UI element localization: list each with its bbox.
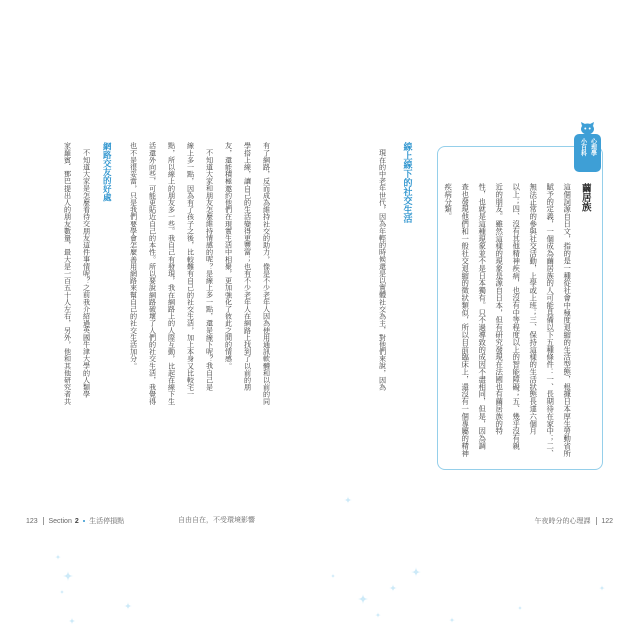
body-column: 學搭上線，讓自己的生活變得更豐富；也有不少老年人在網路上找到了以前的朋 xyxy=(243,142,253,391)
mascot-icon xyxy=(579,121,596,135)
sidebar-text-column: 近的朋友。雖然這樣的現象是源自日本，但有研究發現在法國也有繭居族的特 xyxy=(494,183,504,435)
body-column: 有了網路，反而成為維持社交的助力，像是不少老年人因為使用通訊軟體和以前的同 xyxy=(262,142,272,405)
body-column: 活還外向些，可能更貼近自己的本性。所以要說網路破壞了人們的社交生活，我覺得 xyxy=(148,142,158,405)
section-number: 2 xyxy=(74,517,79,525)
sidebar-text-column: 性，也就是這種現象並不是日本獨有。只不過導致的成因不盡相同，但是，因為調 xyxy=(477,183,487,450)
section-title: 生活停損點 xyxy=(89,516,125,525)
sidebar-title: 繭居族 xyxy=(579,183,591,212)
section-label: Section xyxy=(48,517,72,525)
book-title: 午夜時分的心理課 xyxy=(534,516,591,525)
body-column: 家羅賓．鄧巴提出人的朋友數量，最大是一百五十人左右，另外，他和其他研究者共 xyxy=(63,142,73,405)
sidebar-text-column: 賦予的定義，一個成為繭居族的人可能具備以下五種條件：一、長期待在家中；二、 xyxy=(545,183,555,457)
body-column: 現在的中老年世代，因為年輕的時候還是以實體社交為主，對他們來說，因為 xyxy=(378,149,388,391)
body-column: 線上多一點，因為有了孩子之後，比較難有自己的社交生活，加上本身又比較宅一 xyxy=(186,142,196,398)
body-column: 點，所以線上的朋友多一些。我自己有發現，我在網路上的人際互動，比起在線下生 xyxy=(167,142,177,405)
tag-label: 小百科 xyxy=(579,138,587,156)
footer-separator xyxy=(43,517,44,525)
page-number: 123 xyxy=(26,517,38,525)
right-footer xyxy=(535,517,613,525)
page-number: 122 xyxy=(601,517,613,525)
running-title: 自由自在，不受環境影響 xyxy=(178,516,255,524)
body-column: 不知道大家和朋友怎麼維持情感的呢？是線上多一點，還是線下呢？我自己是 xyxy=(205,149,215,391)
left-footer xyxy=(26,517,124,525)
bullet-icon xyxy=(83,520,85,522)
footer-separator xyxy=(596,517,597,525)
section-heading: 網路交友的好處 xyxy=(101,142,112,202)
sidebar-tag xyxy=(574,134,601,172)
body-column: 不知道大家是怎麼看待交朋友這件事情呢？之前我介紹過英國牛津大學的人類學 xyxy=(82,149,92,398)
body-column: 友，還能積極邀約他們在現實生活中相聚，更加強化了彼此之間的情感。 xyxy=(224,142,234,370)
sidebar-text-column: 以上；四、沒有其他精神疾病，也沒有中等程度以上的智能障礙；五、幾乎沒有親 xyxy=(511,183,521,450)
sidebar-text-column: 疾病分類。 xyxy=(443,183,453,220)
sidebar-text-column: 這個詞源自日文，指的是一種從社會中極度退縮的生活型態，根據日本厚生勞動省所 xyxy=(562,183,572,457)
body-column: 也不是很妥當，只是我們要學會怎麼善用網路來幫自己的社交生活加分。 xyxy=(129,142,139,370)
tag-label: 心理學 xyxy=(589,138,597,156)
sidebar-text-column: 無法正常的參與社交活動，上學或上班；三、保持這樣的生活狀態長達六個月 xyxy=(528,183,538,435)
section-heading: 線上線下的社交生活 xyxy=(401,142,412,223)
sidebar-text-column: 查也發現他們和一般社交退縮的徵狀類似，所以目前臨床上，還沒有一個專屬的精神 xyxy=(460,183,470,457)
